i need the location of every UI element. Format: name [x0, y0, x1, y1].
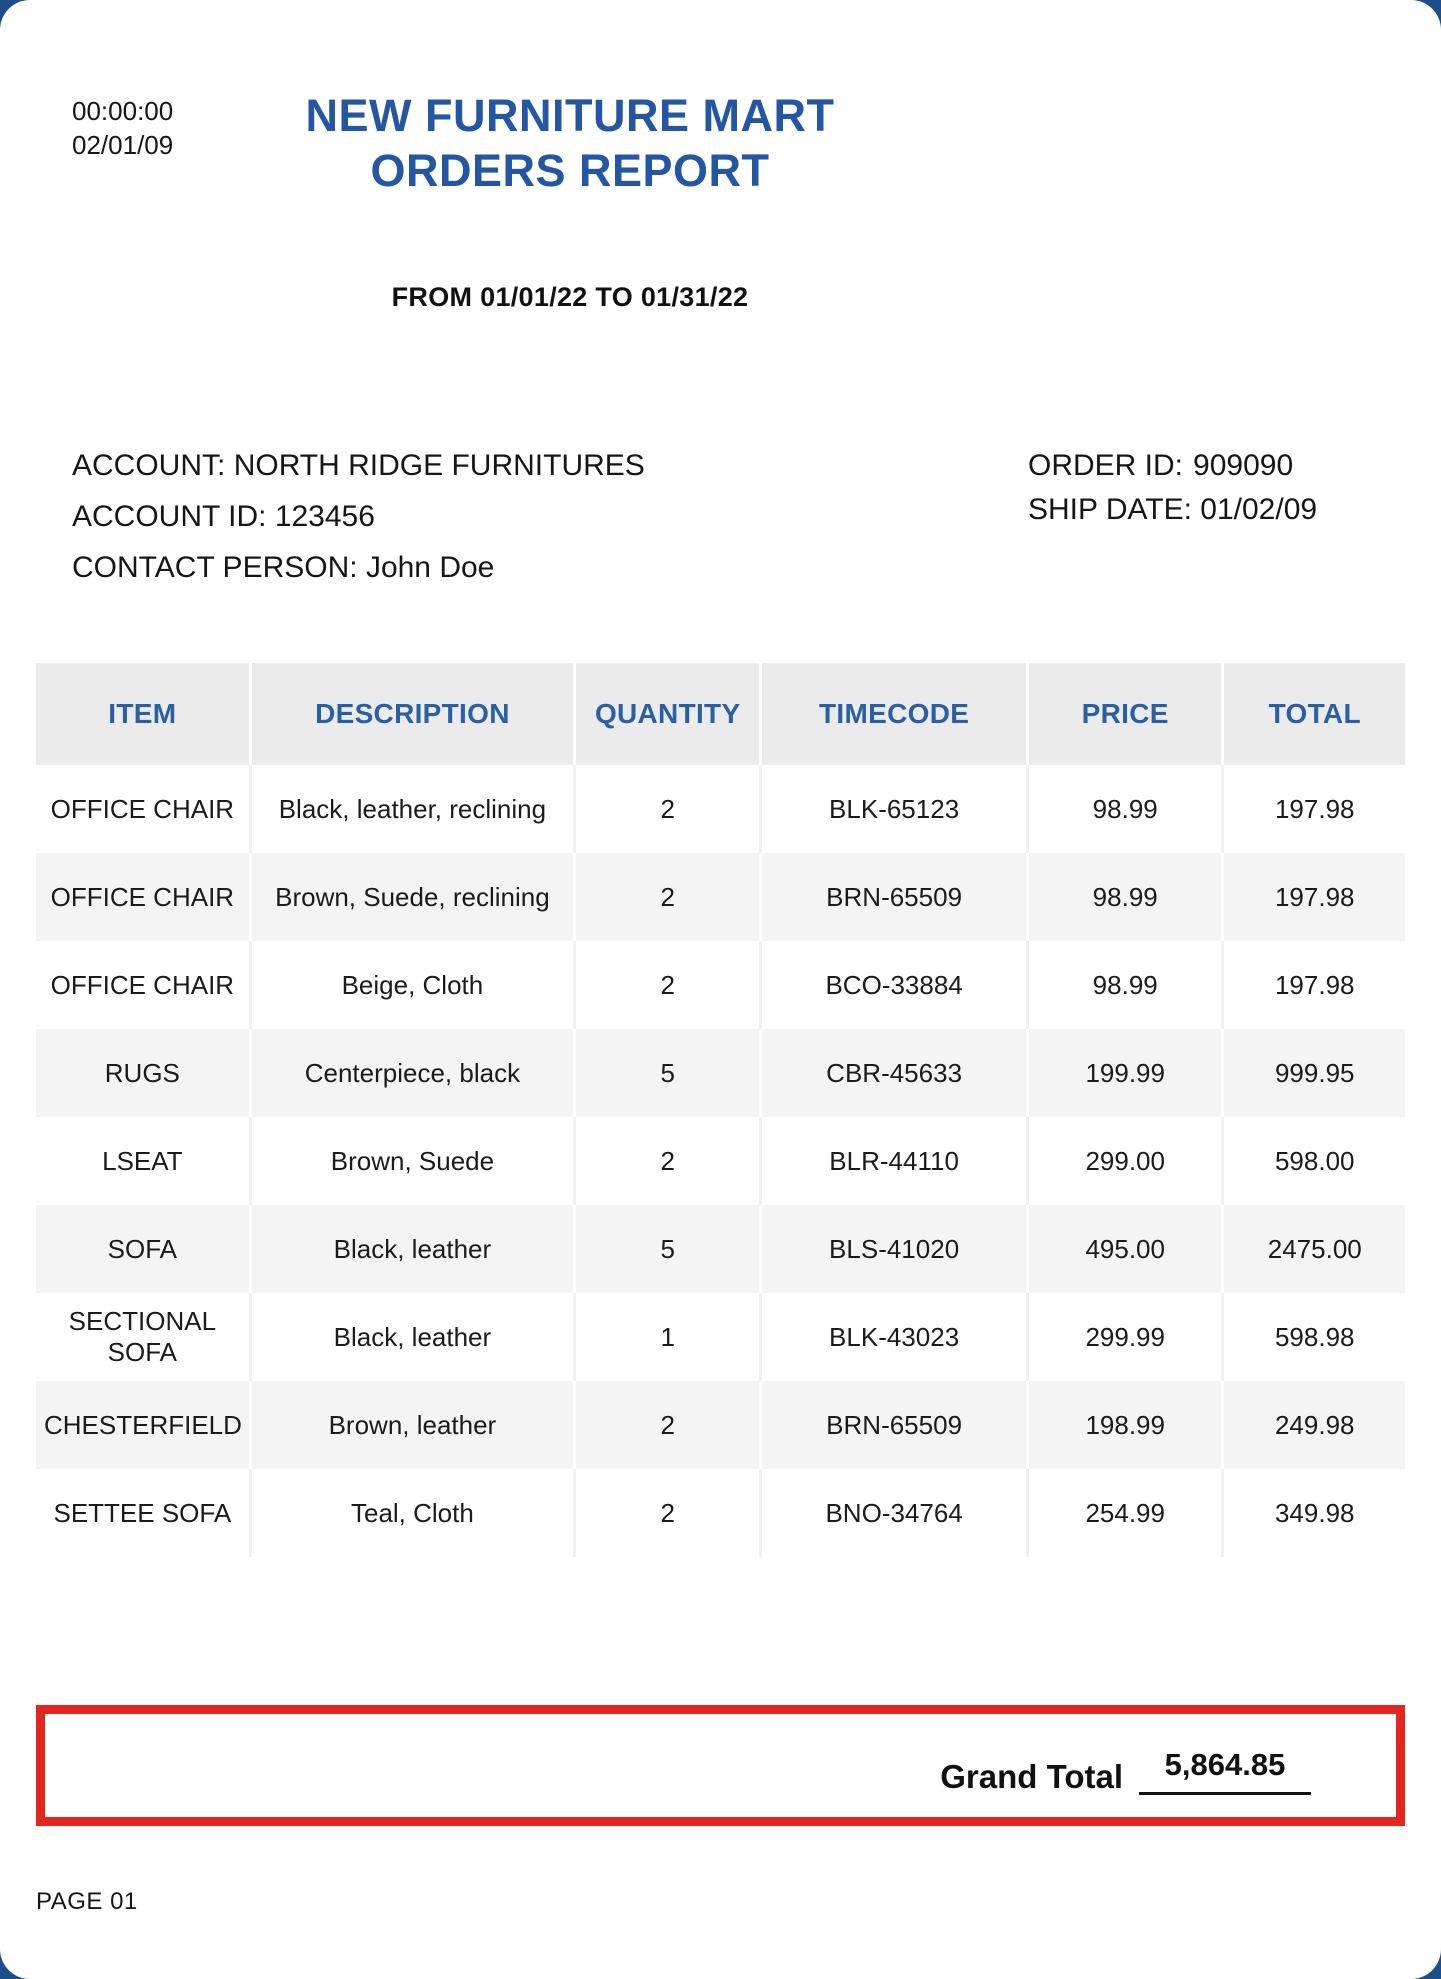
table-cell-description: Teal, Cloth [250, 1469, 574, 1557]
table-cell-item: OFFICE CHAIR [36, 853, 250, 941]
table-cell-description: Black, leather [250, 1205, 574, 1293]
table-cell-item: SETTEE SOFA [36, 1469, 250, 1557]
order-id-label: ORDER ID: [1028, 449, 1184, 482]
column-header-quantity: QUANTITY [575, 663, 761, 765]
table-cell-description: Brown, Suede [250, 1117, 574, 1205]
orders-table [36, 663, 1405, 1557]
column-header-item: ITEM [36, 663, 250, 765]
column-header-description: DESCRIPTION [250, 663, 574, 765]
table-cell-price: 98.99 [1027, 765, 1223, 853]
table-cell-timecode: BLK-65123 [761, 765, 1028, 853]
column-header-total: TOTAL [1223, 663, 1405, 765]
table-cell-total: 598.98 [1274, 1321, 1355, 1352]
table-cell-quantity: 2 [575, 941, 761, 1029]
report-date: 02/01/09 [72, 130, 174, 160]
table-cell-description: Brown, Suede, reclining [250, 853, 574, 941]
table-cell-item: RUGS [36, 1029, 250, 1117]
orders-table-body [36, 765, 1405, 1557]
table-cell-quantity: 2 [575, 1381, 761, 1469]
table-cell-description: Black, leather, reclining [250, 765, 574, 853]
table-cell-item: SECTIONAL SOFA [36, 1293, 250, 1381]
table-cell-price: 199.99 [1027, 1029, 1223, 1117]
table-cell-total: 197.98 [1274, 969, 1355, 1000]
table-cell-timecode: BLS-41020 [761, 1205, 1028, 1293]
table-cell-price: 254.99 [1027, 1469, 1223, 1557]
table-header-row [36, 663, 1405, 765]
table-cell-quantity: 2 [575, 765, 761, 853]
table-cell-quantity: 2 [575, 1469, 761, 1557]
table-cell-timecode: BNO-34764 [761, 1469, 1028, 1557]
table-cell-description: Beige, Cloth [250, 941, 574, 1029]
table-cell-timecode: BLK-43023 [761, 1293, 1028, 1381]
table-cell-total: 249.98 [1223, 1381, 1405, 1469]
table-row [36, 1381, 1405, 1469]
account-info-block [72, 440, 645, 593]
ship-date-line [1028, 488, 1317, 532]
table-cell-description: Brown, leather [250, 1381, 574, 1469]
table-cell-price: 495.00 [1027, 1205, 1223, 1293]
table-cell-price: 299.00 [1027, 1117, 1223, 1205]
table-cell-item: LSEAT [36, 1117, 250, 1205]
table-cell-quantity: 1 [575, 1293, 761, 1381]
account-id-value: 123456 [274, 500, 375, 533]
ship-date-value: 01/02/09 [1200, 493, 1318, 526]
contact-person-value: John Doe [365, 551, 495, 584]
table-cell-item: CHESTERFIELD [36, 1381, 250, 1469]
table-cell-description: Centerpiece, black [250, 1029, 574, 1117]
table-row [36, 941, 1405, 1029]
table-row [36, 765, 1405, 853]
table-cell-price: 98.99 [1027, 941, 1223, 1029]
table-cell-price: 198.99 [1027, 1381, 1223, 1469]
grand-total-box [36, 1705, 1405, 1826]
orders-table-head [36, 663, 1405, 765]
table-cell-timecode: CBR-45633 [761, 1029, 1028, 1117]
contact-person-line [72, 542, 645, 593]
table-cell-quantity: 5 [575, 1029, 761, 1117]
page-title-line2: ORDERS REPORT [370, 145, 770, 196]
report-time: 00:00:00 [72, 96, 174, 126]
report-date-range: FROM 01/01/22 TO 01/31/22 [391, 282, 749, 312]
table-cell-item: OFFICE CHAIR [36, 941, 250, 1029]
contact-person-label: CONTACT PERSON: [72, 551, 358, 584]
account-value: NORTH RIDGE FURNITURES [233, 449, 645, 482]
table-cell-quantity: 5 [575, 1205, 761, 1293]
page-title [0, 88, 1140, 198]
table-row [36, 1205, 1405, 1293]
page-title-line1: NEW FURNITURE MART [305, 90, 835, 141]
table-cell-total: 197.98 [1274, 793, 1355, 824]
table-cell-timecode: BRN-65509 [761, 853, 1028, 941]
table-cell-description: Black, leather [250, 1293, 574, 1381]
grand-total-label: Grand Total [940, 1758, 1123, 1795]
order-id-line [1028, 444, 1317, 488]
account-label: ACCOUNT: [72, 449, 226, 482]
table-row [36, 1293, 1405, 1381]
ship-date-label: SHIP DATE: [1028, 493, 1192, 526]
column-header-timecode: TIMECODE [761, 663, 1028, 765]
table-cell-total: 197.98 [1223, 853, 1405, 941]
page-number: PAGE 01 [36, 1888, 138, 1915]
table-cell-item: OFFICE CHAIR [36, 765, 250, 853]
column-header-price: PRICE [1027, 663, 1223, 765]
table-cell-timecode: BCO-33884 [761, 941, 1028, 1029]
table-row [36, 853, 1405, 941]
table-cell-item: SOFA [36, 1205, 250, 1293]
order-id-value: 909090 [1193, 449, 1294, 482]
table-cell-timecode: BRN-65509 [761, 1381, 1028, 1469]
table-cell-total: 598.00 [1274, 1145, 1355, 1176]
table-cell-price: 98.99 [1027, 853, 1223, 941]
account-id-line [72, 491, 645, 542]
table-cell-quantity: 2 [575, 853, 761, 941]
account-line [72, 440, 645, 491]
table-row [36, 1117, 1405, 1205]
table-cell-total: 349.98 [1274, 1497, 1355, 1528]
table-cell-total: 2475.00 [1223, 1205, 1405, 1293]
table-row [36, 1029, 1405, 1117]
account-id-label: ACCOUNT ID: [72, 500, 267, 533]
table-cell-timecode: BLR-44110 [761, 1117, 1028, 1205]
table-cell-quantity: 2 [575, 1117, 761, 1205]
table-cell-total: 999.95 [1223, 1029, 1405, 1117]
order-meta-block [1028, 444, 1317, 532]
grand-total-value: 5,864.85 [1139, 1748, 1311, 1795]
table-row [36, 1469, 1405, 1557]
table-cell-price: 299.99 [1027, 1293, 1223, 1381]
